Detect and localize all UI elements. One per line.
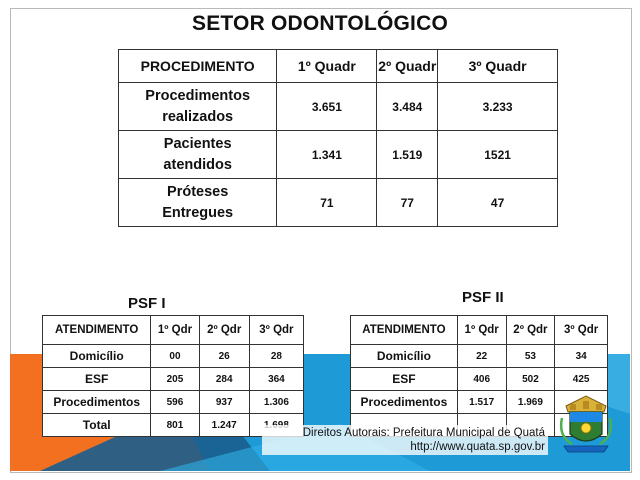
table-cell: 596 [151, 391, 199, 414]
table-cell: 22 [457, 345, 506, 368]
table-cell: 53 [506, 345, 555, 368]
table-cell: 26 [199, 345, 249, 368]
table-cell: 1521 [438, 131, 558, 179]
header-cell: PROCEDIMENTO [119, 50, 277, 83]
table-row [119, 83, 558, 131]
table-cell: 937 [199, 391, 249, 414]
row-label: Domicílio [351, 345, 458, 368]
table-cell: 1.341 [277, 131, 377, 179]
table-cell: 3.233 [438, 83, 558, 131]
table-cell: 00 [151, 345, 199, 368]
table-row [43, 345, 304, 368]
table-cell: 1.247 [199, 414, 249, 437]
header-cell: 1º Qdr [151, 316, 199, 345]
header-cell: 3º Qdr [249, 316, 303, 345]
header-cell: ATENDIMENTO [351, 316, 458, 345]
row-label: Domicílio [43, 345, 151, 368]
header-cell: 1º Qdr [457, 316, 506, 345]
row-label: Próteses Entregues [119, 179, 277, 227]
table-cell: 425 [555, 368, 608, 391]
header-cell: 2º Qdr [506, 316, 555, 345]
table-cell: 34 [555, 345, 608, 368]
psf1-table [42, 315, 304, 437]
table-header-row [43, 316, 304, 345]
row-label: ESF [43, 368, 151, 391]
table-header-row [351, 316, 608, 345]
row-label: ESF [351, 368, 458, 391]
website-url[interactable]: http://www.quata.sp.gov.br [410, 441, 545, 453]
header-cell: ATENDIMENTO [43, 316, 151, 345]
psf2-title: PSF II [462, 289, 504, 306]
header-cell: 2º Quadr [377, 50, 438, 83]
row-label: Procedimentos realizados [119, 83, 277, 131]
table-cell: 364 [249, 368, 303, 391]
table-cell: 28 [249, 345, 303, 368]
table-cell: 1.517 [457, 391, 506, 414]
header-cell: 3º Qdr [555, 316, 608, 345]
row-label: Pacientes atendidos [119, 131, 277, 179]
slide-title: SETOR ODONTOLÓGICO [191, 12, 448, 35]
table-cell: 1.969 [506, 391, 555, 414]
table-cell: 1.306 [249, 391, 303, 414]
table-cell: 205 [151, 368, 199, 391]
copyright-notice [262, 425, 548, 455]
table-cell: 47 [438, 179, 558, 227]
table-row [119, 179, 558, 227]
header-cell: 3º Quadr [438, 50, 558, 83]
odontology-table [118, 49, 558, 227]
table-cell: 3.651 [277, 83, 377, 131]
table-cell: 1.519 [377, 131, 438, 179]
table-cell: 801 [151, 414, 199, 437]
table-row [351, 368, 608, 391]
header-cell: 1º Quadr [277, 50, 377, 83]
row-label: Procedimentos [351, 391, 458, 414]
row-label: Total [43, 414, 151, 437]
table-cell: 77 [377, 179, 438, 227]
copyright-text: Direitos Autorais: Prefeitura Municipal de Quatá [302, 427, 545, 439]
table-cell: 71 [277, 179, 377, 227]
header-cell: 2º Qdr [199, 316, 249, 345]
table-row [43, 391, 304, 414]
municipal-coat-of-arms-icon [556, 392, 616, 462]
table-cell: 502 [506, 368, 555, 391]
row-label: Procedimentos [43, 391, 151, 414]
table-header-row [119, 50, 558, 83]
table-cell: 284 [199, 368, 249, 391]
psf1-title: PSF I [128, 295, 166, 312]
table-row [351, 345, 608, 368]
table-row [119, 131, 558, 179]
table-cell: 406 [457, 368, 506, 391]
table-cell: 3.484 [377, 83, 438, 131]
table-row [43, 368, 304, 391]
